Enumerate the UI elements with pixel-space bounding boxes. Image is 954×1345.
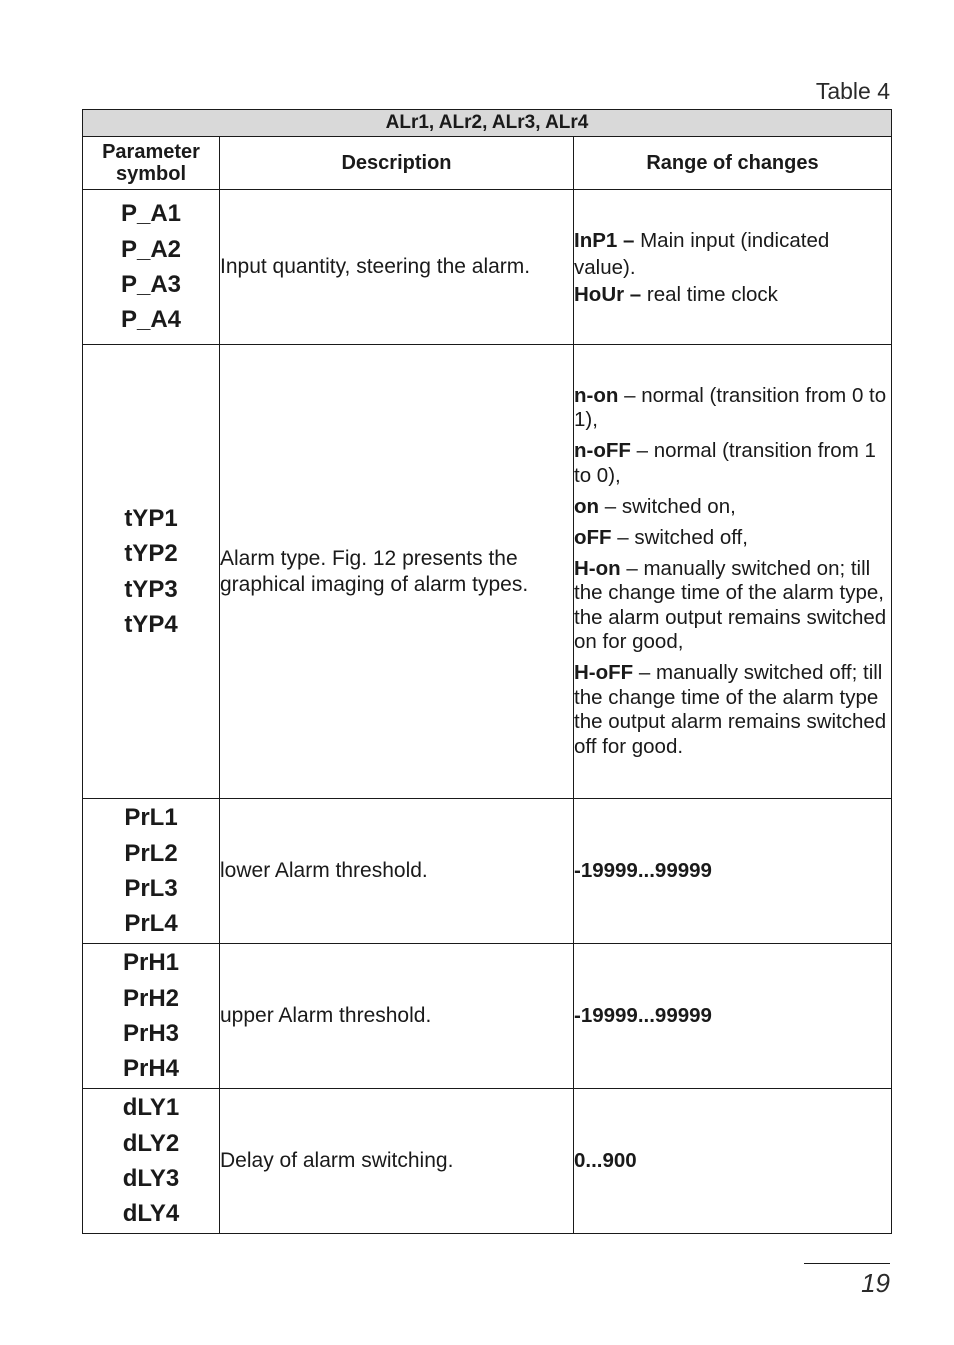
option-separator: – — [633, 661, 656, 685]
option-key: InP1 — [574, 228, 618, 252]
range-options — [574, 190, 892, 345]
option-separator: – — [624, 282, 647, 306]
option-key: H-oFF — [574, 661, 634, 685]
table-row — [83, 799, 892, 944]
option-text: switched on, — [621, 494, 736, 518]
option-separator: – — [599, 494, 622, 518]
parameter-description: Alarm type. Fig. 12 presents the graphical imaging of alarm types. — [220, 345, 574, 799]
option-key: HoUr — [574, 282, 625, 306]
header-range: Range of changes — [574, 137, 892, 190]
symbol: PrH4 — [122, 1055, 180, 1083]
range-option — [574, 384, 891, 433]
table-row — [83, 1089, 892, 1234]
parameter-symbols — [83, 799, 220, 944]
option-text: manually switched off; till the change time of the alarm type the output alarm remains switched off for good. — [574, 661, 887, 758]
option-separator: – — [620, 556, 644, 580]
parameter-symbols — [83, 1089, 220, 1234]
range-option — [574, 439, 891, 488]
range-option — [574, 227, 891, 281]
range-option — [574, 495, 891, 520]
symbol: PrH1 — [122, 949, 180, 977]
parameter-symbols — [83, 190, 220, 345]
symbol: PrL3 — [124, 875, 178, 902]
symbol: P_A1 — [120, 200, 182, 228]
range-option — [574, 661, 891, 759]
option-text: switched off, — [634, 525, 748, 549]
option-key: n-oFF — [574, 439, 631, 463]
parameter-description: Input quantity, steering the alarm. — [220, 190, 574, 345]
header-parameter-symbol — [83, 137, 220, 190]
symbol: dLY1 — [122, 1094, 180, 1122]
group-title: ALr1, ALr2, ALr3, ALr4 — [83, 110, 892, 137]
option-separator: – — [611, 525, 635, 549]
table-row — [83, 944, 892, 1089]
option-text: real time clock — [646, 282, 778, 306]
option-separator: – — [630, 439, 654, 463]
option-key: H-on — [574, 556, 621, 580]
symbol: PrH3 — [122, 1020, 180, 1047]
option-separator: – — [618, 383, 642, 407]
symbol: PrH2 — [122, 984, 180, 1012]
option-text: Main input (indicated value). — [574, 228, 830, 279]
header-symbol-line1: Parameter — [102, 141, 200, 163]
option-text: manually switched on; till the change time of the alarm type, the alarm output remains switched on for good, — [574, 556, 887, 654]
option-text: normal (transition from 0 to 1), — [574, 383, 887, 432]
symbol: tYP3 — [124, 575, 178, 603]
symbol: P_A4 — [120, 306, 182, 334]
option-key: on — [574, 494, 600, 518]
parameter-symbols — [83, 944, 220, 1089]
symbol: PrL1 — [124, 804, 178, 832]
table-row — [83, 345, 892, 799]
symbol: tYP4 — [124, 610, 178, 638]
option-key: oFF — [574, 525, 612, 549]
range-option — [574, 281, 891, 308]
table-row — [83, 190, 892, 345]
symbol: dLY2 — [122, 1129, 180, 1157]
range-options — [574, 345, 892, 799]
header-description: Description — [220, 137, 574, 190]
table-caption: Table 4 — [815, 78, 890, 104]
parameter-description: lower Alarm threshold. — [220, 799, 574, 944]
symbol: P_A2 — [120, 235, 182, 263]
range-option — [574, 526, 891, 551]
range-value: 0...900 — [574, 1089, 892, 1234]
symbol: dLY3 — [122, 1165, 180, 1192]
page-number: 19 — [861, 1268, 890, 1298]
range-value: -19999...99999 — [574, 944, 892, 1089]
parameter-description: upper Alarm threshold. — [220, 944, 574, 1089]
range-option — [574, 557, 891, 655]
option-separator: – — [617, 228, 641, 252]
symbol: PrL4 — [124, 910, 178, 938]
alarm-parameters-table — [82, 109, 892, 1234]
symbol: PrL2 — [124, 839, 178, 867]
header-symbol-line2: symbol — [115, 163, 187, 185]
option-text: normal (transition from 1 to 0), — [574, 439, 876, 487]
symbol: tYP1 — [124, 504, 178, 532]
symbol: P_A3 — [120, 271, 182, 298]
option-key: n-on — [574, 383, 619, 407]
page-number-rule — [804, 1263, 890, 1264]
range-value: -19999...99999 — [574, 799, 892, 944]
parameter-symbols — [83, 345, 220, 799]
parameter-description: Delay of alarm switching. — [220, 1089, 574, 1234]
symbol: tYP2 — [124, 540, 178, 568]
symbol: dLY4 — [122, 1200, 180, 1228]
